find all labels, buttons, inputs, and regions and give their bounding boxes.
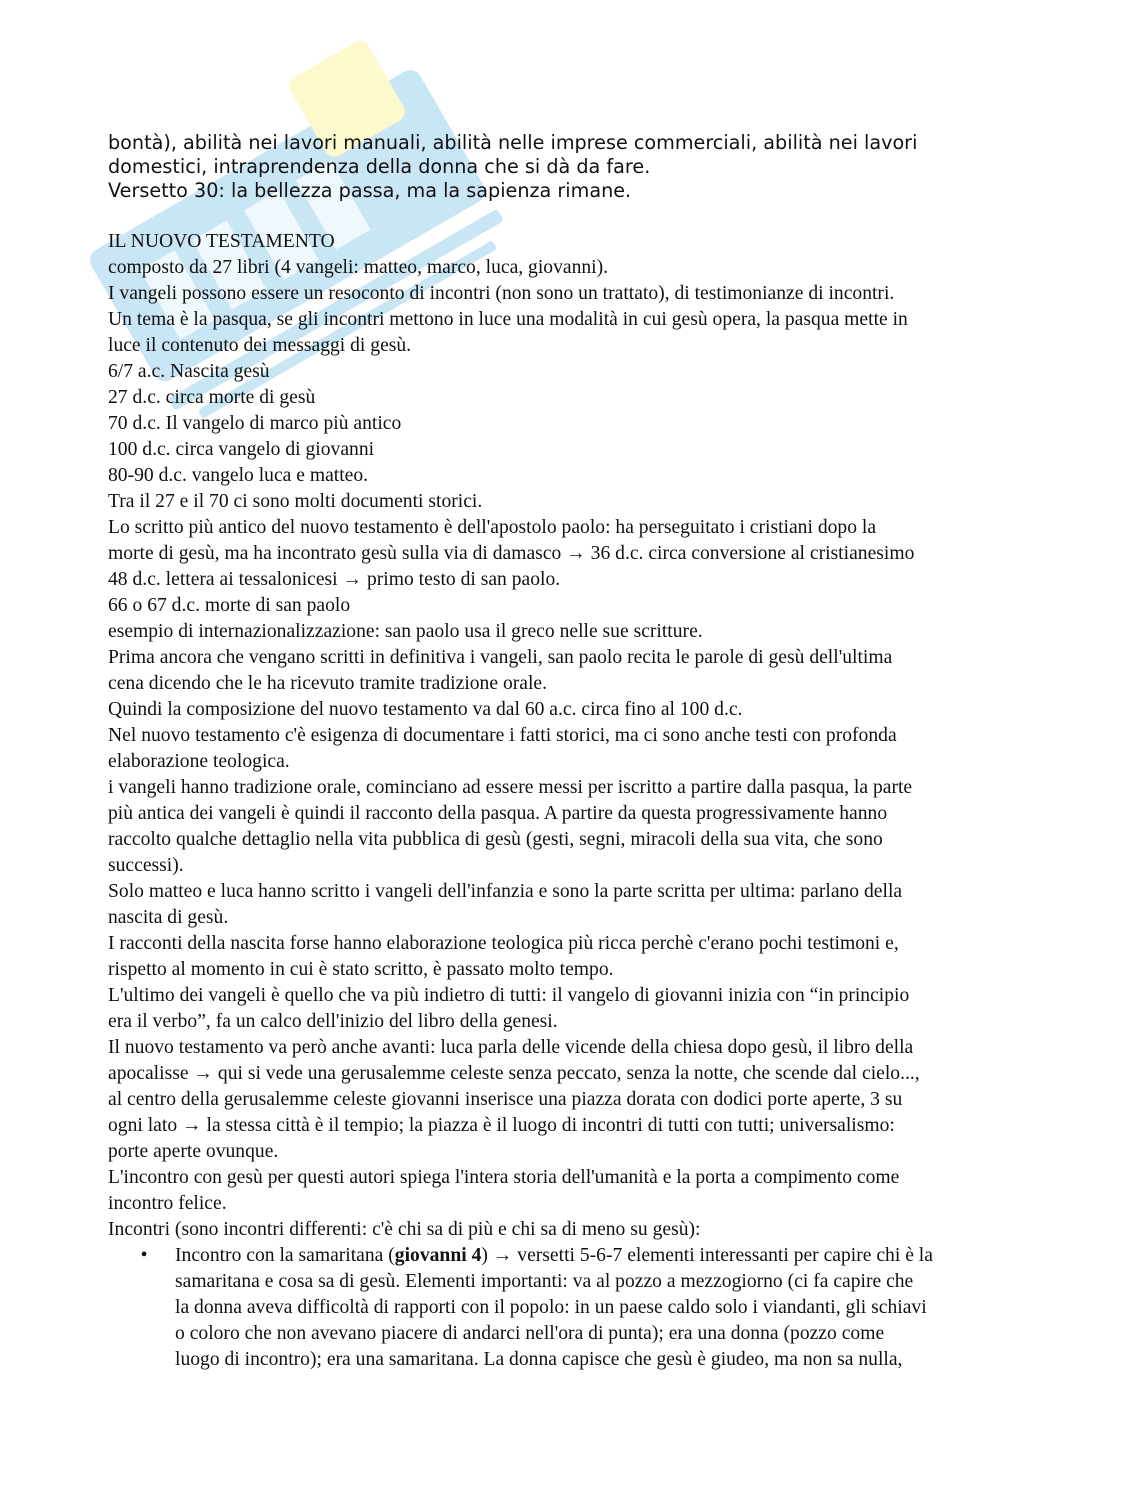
text-line: rispetto al momento in cui è stato scritto, è passato molto tempo. [108,959,614,980]
text-line: morte di gesù, ma ha incontrato gesù sulla via di damasco → 36 d.c. circa conversione al cristianesimo [108,543,915,564]
text-line: I racconti della nascita forse hanno elaborazione teologica più ricca perchè c'erano pochi testimoni e, [108,933,899,954]
text-line: porte aperte ovunque. [108,1141,279,1162]
timeline-line: 80-90 d.c. vangelo luca e matteo. [108,465,369,486]
list-item [108,1243,1048,1373]
text-line: Solo matteo e luca hanno scritto i vangeli dell'infanzia e sono la parte scritta per ultima: parlano della [108,881,903,902]
text-line: L'incontro con gesù per questi autori spiega l'intera storia dell'umanità e la porta a compimento come [108,1167,900,1188]
text-line: Nel nuovo testamento c'è esigenza di documentare i fatti storici, ma ci sono anche testi con profonda [108,725,897,746]
section-heading: IL NUOVO TESTAMENTO [108,231,335,252]
bullet-text: Incontro con la samaritana ( [175,1245,395,1266]
text-line: più antica dei vangeli è quindi il racconto della pasqua. A partire da questa progressivamente hanno [108,803,888,824]
text-line: domestici, intraprendenza della donna che si dà da fare. [108,155,651,178]
text-line: I vangeli possono essere un resoconto di incontri (non sono un trattato), di testimonianze di incontri. [108,283,895,304]
text-line: luce il contenuto dei messaggi di gesù. [108,335,412,356]
text-line: L'ultimo dei vangeli è quello che va più indietro di tutti: il vangelo di giovanni inizia con “in principio [108,985,910,1006]
text-line: la donna aveva difficoltà di rapporti con il popolo: in un paese caldo solo i viandanti, gli schiavi [175,1297,927,1318]
text-line: bontà), abilità nei lavori manuali, abilità nelle imprese commerciali, abilità nei lavori [108,131,918,154]
text-line: o coloro che non avevano piacere di andarci nell'ora di punta); era una donna (pozzo come [175,1323,885,1344]
text-line: Versetto 30: la bellezza passa, ma la sapienza rimane. [108,179,632,202]
text-line: Incontri (sono incontri differenti: c'è chi sa di più e chi sa di meno su gesù): [108,1219,701,1240]
text-line: cena dicendo che le ha ricevuto tramite tradizione orale. [108,673,548,694]
timeline-line: 27 d.c. circa morte di gesù [108,387,316,408]
text-line: raccolto qualche dettaglio nella vita pubblica di gesù (gesti, segni, miracoli della sua vita, che sono [108,829,883,850]
text-line: ogni lato → la stessa città è il tempio; la piazza è il luogo di incontri di tutti con tutti; universalismo: [108,1115,895,1136]
text-line: Un tema è la pasqua, se gli incontri mettono in luce una modalità in cui gesù opera, la pasqua mette in [108,309,908,330]
bullet-icon: • [140,1245,148,1266]
bullet-text: ) → versetti 5-6-7 elementi interessanti per capire chi è la [481,1245,933,1266]
text-line: luogo di incontro); era una samaritana. La donna capisce che gesù è giudeo, ma non sa nulla, [175,1349,903,1370]
timeline-line: 100 d.c. circa vangelo di giovanni [108,439,375,460]
text-line: Tra il 27 e il 70 ci sono molti documenti storici. [108,491,483,512]
text-line: Il nuovo testamento va però anche avanti: luca parla delle vicende della chiesa dopo gesù, il libro della [108,1037,914,1058]
text-line: al centro della gerusalemme celeste giovanni inserisce una piazza dorata con dodici porte aperte, 3 su [108,1089,903,1110]
text-line: incontro felice. [108,1193,227,1214]
text-line: nascita di gesù. [108,907,229,928]
text-line: i vangeli hanno tradizione orale, cominciano ad essere messi per iscritto a partire dalla pasqua, la parte [108,777,913,798]
text-line: successi). [108,855,184,876]
timeline-line: 70 d.c. Il vangelo di marco più antico [108,413,402,434]
text-line: Lo scritto più antico del nuovo testamento è dell'apostolo paolo: ha perseguitato i cristiani dopo la [108,517,877,538]
paragraph-gap [108,203,1048,229]
text-line: 66 o 67 d.c. morte di san paolo [108,595,351,616]
text-line: apocalisse → qui si vede una gerusalemme celeste senza peccato, senza la notte, che scende dal cielo..., [108,1063,920,1084]
body-text [108,229,1048,1373]
document-content [108,131,1048,1373]
intro-paragraph [108,131,1048,203]
text-line: samaritana e cosa sa di gesù. Elementi importanti: va al pozzo a mezzogiorno (ci fa capire che [175,1271,914,1292]
text-line: elaborazione teologica. [108,751,290,772]
timeline-line: 6/7 a.c. Nascita gesù [108,361,270,382]
text-line: composto da 27 libri (4 vangeli: matteo, marco, luca, giovanni). [108,257,609,278]
bullet-first-line [175,1243,1048,1269]
text-line: era il verbo”, fa un calco dell'inizio del libro della genesi. [108,1011,558,1032]
text-line: esempio di internazionalizzazione: san paolo usa il greco nelle sue scritture. [108,621,703,642]
text-line: 48 d.c. lettera ai tessalonicesi → primo testo di san paolo. [108,569,561,590]
text-line: Prima ancora che vengano scritti in definitiva i vangeli, san paolo recita le parole di gesù dell'ultima [108,647,893,668]
text-line: Quindi la composizione del nuovo testamento va dal 60 a.c. circa fino al 100 d.c. [108,699,743,720]
bullet-bold-reference: giovanni 4 [394,1245,482,1266]
